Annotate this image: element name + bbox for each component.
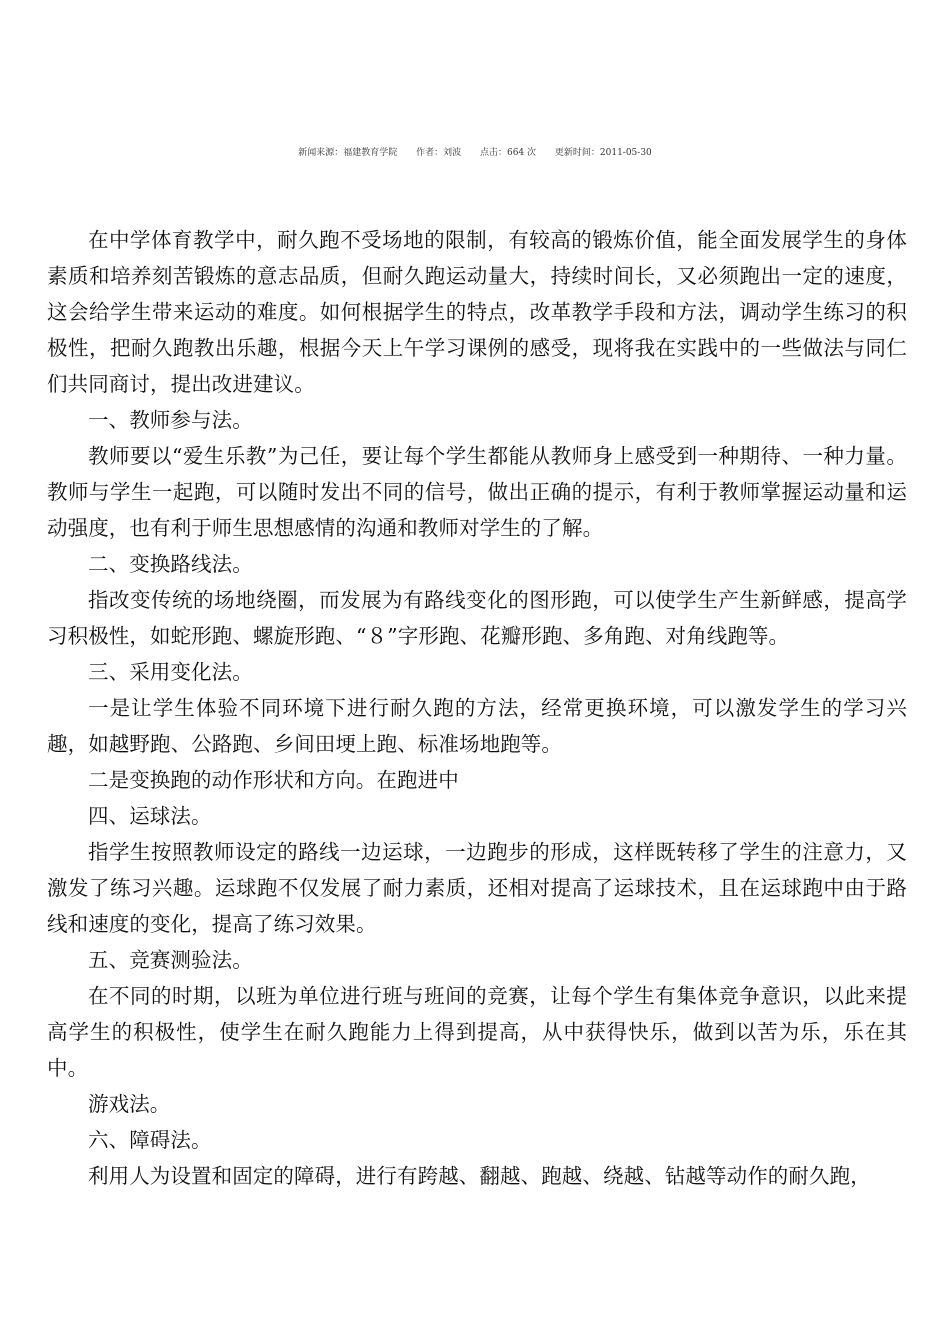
article-body [47, 222, 907, 1194]
paragraph-environment-change: 一是让学生体验不同环境下进行耐久跑的方法，经常更换环境，可以激发学生的学习兴趣，如越野跑、公路跑、乡间田埂上跑、标准场地跑等。 [47, 696, 907, 756]
paragraph-teacher-participation: 教师要以“爱生乐教”为己任，要让每个学生都能从教师身上感受到一种期待、一种力量。教师与学生一起跑，可以随时发出不同的信号，做出正确的提示，有利于教师掌握运动量和运动强度，也有利于师生思想感情的沟通和教师对学生的了解。 [47, 444, 907, 540]
paragraph-intro: 在中学体育教学中，耐久跑不受场地的限制，有较高的锻炼价值，能全面发展学生的身体素质和培养刻苦锻炼的意志品质，但耐久跑运动量大，持续时间长，又必须跑出一定的速度，这会给学生带来运动的难度。如何根据学生的特点，改革教学手段和方法，调动学生练习的积极性，把耐久跑教出乐趣，根据今天上午学习课例的感受，现将我在实践中的一些做法与同仁们共同商讨，提出改进建议。 [47, 228, 907, 396]
section-heading-1: 一、教师参与法。 [88, 408, 253, 432]
section-heading-4: 四、运球法。 [88, 804, 212, 828]
paragraph-competition-test: 在不同的时期，以班为单位进行班与班间的竞赛，让每个学生有集体竞争意识，以此来提高学生的积极性，使学生在耐久跑能力上得到提高，从中获得快乐，做到以苦为乐，乐在其中。 [47, 984, 907, 1080]
section-heading-3: 三、采用变化法。 [88, 660, 253, 684]
section-heading-5: 五、竞赛测验法。 [88, 948, 253, 972]
paragraph-direction-change: 二是变换跑的动作形状和方向。在跑进中 [88, 768, 459, 792]
section-heading-2: 二、变换路线法。 [88, 552, 253, 576]
paragraph-obstacle-running: 利用人为设置和固定的障碍，进行有跨越、翻越、跑越、绕越、钻越等动作的耐久跑， [88, 1164, 871, 1188]
paragraph-dribble-running: 指学生按照教师设定的路线一边运球，一边跑步的形成，这样既转移了学生的注意力，又激发了练习兴趣。运球跑不仅发展了耐力素质，还相对提高了运球技术，且在运球跑中由于路线和速度的变化，提高了练习效果。 [47, 840, 907, 936]
news-source: 新闻来源：福建教育学院 [298, 148, 398, 158]
article-meta-line [0, 147, 950, 159]
section-heading-game: 游戏法。 [88, 1092, 171, 1116]
click-count: 点击：664 次 [479, 148, 537, 158]
section-heading-6: 六、障碍法。 [88, 1128, 212, 1152]
author: 作者：刘波 [416, 148, 462, 158]
update-time: 更新时间：2011-05-30 [554, 148, 652, 158]
paragraph-route-change: 指改变传统的场地绕圈，而发展为有路线变化的图形跑，可以使学生产生新鲜感，提高学习积极性，如蛇形跑、螺旋形跑、“８”字形跑、花瓣形跑、多角跑、对角线跑等。 [47, 588, 907, 648]
